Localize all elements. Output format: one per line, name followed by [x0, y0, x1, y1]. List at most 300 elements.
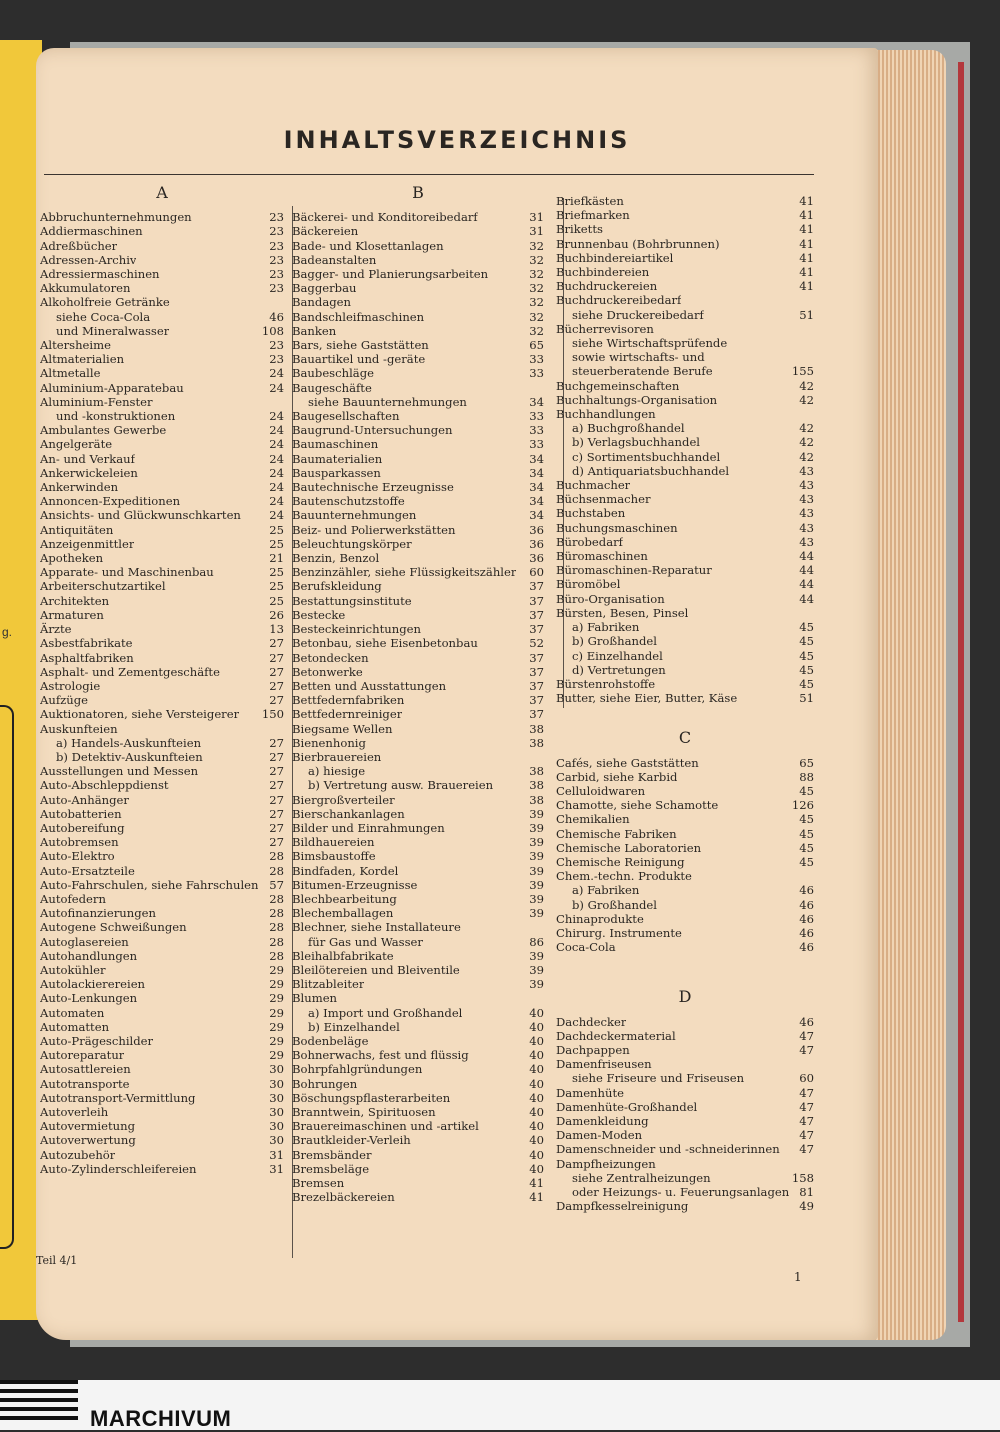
entry-page-number: 40	[529, 1005, 544, 1020]
entry-page-number: 23	[269, 267, 284, 282]
entry-page-number: 34	[529, 451, 544, 466]
entry-title: Autoreparatur	[40, 1048, 125, 1063]
entry-page-number: 33	[529, 366, 544, 381]
entry-title: siehe Druckereibedarf	[572, 307, 704, 322]
entry-page-number: 65	[529, 338, 544, 353]
entry-page-number	[280, 295, 284, 309]
entry-page-number: 39	[529, 835, 544, 850]
entry-title: Büromaschinen	[556, 549, 648, 564]
index-entry	[292, 963, 544, 977]
entry-title: Aluminium-Apparatebau	[40, 380, 184, 395]
entry-page-number: 34	[529, 508, 544, 523]
entry-title: Biegsame Wellen	[292, 721, 393, 736]
entry-page-number: 24	[269, 423, 284, 438]
entry-page-number: 27	[269, 835, 284, 850]
entry-title: Bohrpfahlgründungen	[292, 1062, 423, 1077]
index-entry	[292, 906, 544, 920]
index-entry	[40, 1105, 284, 1119]
index-entry	[556, 841, 814, 855]
entry-page-number: 47	[799, 1128, 814, 1143]
entry-page-number: 34	[529, 480, 544, 495]
index-entry	[40, 437, 284, 451]
entry-page-number: 44	[799, 577, 814, 592]
entry-page-number: 28	[269, 948, 284, 963]
index-entry	[556, 926, 814, 940]
index-entry	[556, 563, 814, 577]
index-entry	[292, 565, 544, 579]
entry-page-number: 47	[799, 1142, 814, 1157]
entry-page-number: 36	[529, 522, 544, 537]
entry-title: siehe Friseure und Friseusen	[572, 1071, 745, 1086]
entry-title: oder Heizungs- u. Feuerungsanlagen	[572, 1185, 790, 1199]
entry-page-number: 39	[529, 977, 544, 992]
entry-title: Celluloidwaren	[556, 783, 646, 798]
entry-title: Bremsbeläge	[292, 1161, 370, 1176]
entry-title: Büromaschinen-Reparatur	[556, 563, 712, 578]
entry-page-number: 27	[269, 778, 284, 793]
entry-title: Autozubehör	[40, 1147, 116, 1162]
entry-title: Chinaprodukte	[556, 911, 644, 926]
entry-title: Auto-Prägeschilder	[40, 1033, 154, 1048]
entry-page-number: 46	[269, 309, 284, 324]
entry-page-number: 33	[529, 437, 544, 452]
entry-title: Asphalt- und Zementgeschäfte	[40, 664, 220, 679]
entry-title: Bleilötereien und Bleiventile	[292, 962, 460, 977]
entry-page-number: 41	[799, 236, 814, 251]
entry-title: Autofinanzierungen	[40, 906, 156, 921]
entry-title: Auto-Fahrschulen, siehe Fahrschulen	[40, 877, 259, 892]
entry-title: sowie wirtschafts- und	[572, 350, 705, 365]
index-entry	[40, 778, 284, 792]
entry-page-number: 27	[269, 636, 284, 651]
index-entry	[292, 253, 544, 267]
entry-title: Bremsbänder	[292, 1147, 372, 1162]
entry-title: Bienenhonig	[292, 735, 366, 750]
entry-page-number: 28	[269, 906, 284, 921]
entry-page-number: 60	[529, 565, 544, 580]
index-column-a	[40, 184, 284, 1176]
index-entry	[292, 651, 544, 665]
index-entry	[40, 352, 284, 366]
entry-title: a) Fabriken	[572, 883, 640, 898]
entry-page-number: 38	[529, 721, 544, 736]
entry-page-number	[810, 1057, 814, 1071]
entry-title: Aufzüge	[40, 693, 88, 708]
entry-page-number: 49	[799, 1199, 814, 1214]
index-entry	[292, 494, 544, 508]
entry-title: Bade- und Klosettanlagen	[292, 238, 444, 253]
entry-title: Autoverleih	[40, 1105, 109, 1119]
entry-page-number: 32	[529, 295, 544, 310]
page-edges	[870, 50, 946, 1340]
entry-title: Briefmarken	[556, 208, 630, 223]
index-entry	[40, 1119, 284, 1133]
entry-page-number: 37	[529, 678, 544, 693]
entry-title: siehe Coca-Cola	[56, 309, 151, 324]
entry-title: Auto-Zylinderschleifereien	[40, 1161, 197, 1176]
index-entry	[40, 452, 284, 466]
entry-page-number: 32	[529, 267, 544, 282]
entry-page-number: 24	[269, 380, 284, 395]
entry-title: Autosattlereien	[40, 1062, 131, 1077]
index-entry	[292, 1190, 544, 1204]
index-entry	[40, 494, 284, 508]
entry-title: Autokühler	[40, 962, 106, 977]
entry-page-number	[810, 350, 814, 364]
entry-page-number	[810, 1157, 814, 1171]
index-entry	[292, 750, 544, 764]
entry-title: Bilder und Einrahmungen	[292, 820, 445, 835]
index-entry	[40, 679, 284, 693]
index-entry	[556, 592, 814, 606]
index-entry	[292, 409, 544, 423]
index-entry	[292, 807, 544, 821]
index-entry	[292, 395, 544, 409]
entry-title: Bausparkassen	[292, 465, 381, 480]
index-entry	[556, 251, 814, 265]
entry-title: Betonbau, siehe Eisenbetonbau	[292, 636, 478, 651]
entry-title: a) Import und Großhandel	[308, 1005, 463, 1020]
entry-page-number: 45	[799, 826, 814, 841]
entry-page-number: 40	[529, 1147, 544, 1162]
entry-page-number: 23	[269, 352, 284, 367]
entry-page-number: 88	[799, 769, 814, 784]
entry-title: c) Einzelhandel	[572, 648, 663, 663]
entry-page-number: 42	[799, 392, 814, 407]
index-entry	[556, 649, 814, 663]
index-entry	[556, 364, 814, 378]
entry-title: Bautechnische Erzeugnisse	[292, 480, 454, 495]
entry-title: Böschungspflasterarbeiten	[292, 1090, 451, 1105]
entry-page-number: 46	[799, 925, 814, 940]
index-entry	[556, 1157, 814, 1171]
entry-page-number: 34	[529, 494, 544, 509]
entry-title: Ausstellungen und Messen	[40, 764, 199, 779]
entry-title: Bleihalbfabrikate	[292, 948, 394, 963]
index-entry	[292, 665, 544, 679]
entry-title: Benzinzähler, siehe Flüssigkeitszähler	[292, 565, 517, 580]
entry-page-number: 36	[529, 536, 544, 551]
index-entry	[292, 636, 544, 650]
entry-page-number: 28	[269, 891, 284, 906]
entry-page-number: 38	[529, 735, 544, 750]
index-entry	[40, 622, 284, 636]
entry-title: Adressen-Archiv	[40, 252, 137, 267]
index-entry	[556, 222, 814, 236]
entry-page-number: 37	[529, 693, 544, 708]
entry-page-number: 37	[529, 607, 544, 622]
entry-page-number: 46	[799, 897, 814, 912]
entry-title: Bauunternehmungen	[292, 508, 417, 523]
entry-title: Cafés, siehe Gaststätten	[556, 755, 699, 770]
entry-title: Baggerbau	[292, 281, 357, 296]
entry-title: Butter, siehe Eier, Butter, Käse	[556, 691, 738, 706]
entry-page-number: 38	[529, 764, 544, 779]
entry-page-number: 108	[261, 323, 284, 338]
entry-page-number: 24	[269, 480, 284, 495]
entry-title: Ankerwinden	[40, 480, 119, 495]
entry-title: Anzeigenmittler	[40, 536, 135, 551]
index-entry	[556, 350, 814, 364]
entry-page-number: 40	[529, 1133, 544, 1148]
entry-title: Bindfaden, Kordel	[292, 863, 399, 878]
entry-title: Baugrund-Untersuchungen	[292, 423, 453, 438]
index-entry	[556, 1114, 814, 1128]
index-entry	[292, 991, 544, 1005]
entry-page-number: 31	[529, 210, 544, 225]
entry-page-number: 30	[269, 1119, 284, 1134]
entry-title: Bücherrevisoren	[556, 321, 654, 336]
entry-title: Buchungsmaschinen	[556, 520, 678, 535]
entry-title: Damenfriseusen	[556, 1057, 652, 1072]
index-entry	[556, 393, 814, 407]
entry-page-number: 27	[269, 650, 284, 665]
index-entry	[556, 869, 814, 883]
index-column-b	[292, 184, 544, 1204]
entry-title: Ärzte	[40, 622, 72, 637]
entry-title: Beiz- und Polierwerkstätten	[292, 522, 456, 537]
index-entry	[40, 466, 284, 480]
entry-page-number: 65	[799, 755, 814, 770]
entry-page-number: 46	[799, 911, 814, 926]
entry-title: Coca-Cola	[556, 940, 616, 955]
entry-page-number: 24	[269, 494, 284, 509]
index-entry	[40, 1148, 284, 1162]
entry-page-number: 25	[269, 522, 284, 537]
index-entry	[556, 1015, 814, 1029]
index-entry	[556, 1043, 814, 1057]
entry-title: Brezelbäckereien	[292, 1190, 395, 1205]
entry-title: Bandagen	[292, 295, 351, 310]
index-entry	[40, 423, 284, 437]
index-entry	[292, 679, 544, 693]
index-entry	[556, 577, 814, 591]
entry-page-number: 24	[269, 465, 284, 480]
entry-title: Blitzableiter	[292, 977, 365, 992]
index-entry	[292, 1062, 544, 1076]
index-entry	[292, 594, 544, 608]
index-entry	[292, 437, 544, 451]
index-entry	[40, 281, 284, 295]
index-entry	[556, 898, 814, 912]
entry-title: Bürobedarf	[556, 534, 623, 549]
index-entry	[556, 407, 814, 421]
index-entry	[40, 310, 284, 324]
entry-page-number: 33	[529, 352, 544, 367]
entry-title: Brautkleider-Verleih	[292, 1133, 411, 1148]
entry-title: Bremsen	[292, 1176, 345, 1191]
entry-page-number: 60	[799, 1071, 814, 1086]
index-entry	[556, 855, 814, 869]
entry-title: Bettfedernreiniger	[292, 707, 403, 722]
entry-page-number: 39	[529, 948, 544, 963]
index-entry	[556, 1057, 814, 1071]
entry-title: Auto-Elektro	[40, 849, 115, 864]
entry-page-number: 45	[799, 812, 814, 827]
entry-title: Dachdeckermaterial	[556, 1028, 676, 1043]
entry-page-number: 42	[799, 449, 814, 464]
entry-page-number: 47	[799, 1028, 814, 1043]
entry-title: Buchbindereiartikel	[556, 250, 674, 265]
entry-title: Bierschankanlagen	[292, 806, 405, 821]
entry-title: Blechemballagen	[292, 906, 394, 921]
entry-title: d) Antiquariatsbuchhandel	[572, 463, 730, 478]
index-entry	[556, 1142, 814, 1156]
entry-page-number: 39	[529, 906, 544, 921]
entry-title: Beleuchtungskörper	[292, 536, 412, 551]
entry-page-number: 29	[269, 1033, 284, 1048]
entry-title: Damenkleidung	[556, 1113, 649, 1128]
entry-title: Altersheime	[40, 338, 111, 353]
entry-title: Annoncen-Expeditionen	[40, 494, 181, 509]
index-entry	[40, 1048, 284, 1062]
entry-title: siehe Bauunternehmungen	[308, 394, 467, 409]
entry-page-number: 41	[799, 279, 814, 294]
index-entry	[556, 336, 814, 350]
index-entry	[292, 821, 544, 835]
index-entry	[40, 1062, 284, 1076]
index-entry	[556, 784, 814, 798]
index-entry	[40, 295, 284, 309]
index-entry	[40, 764, 284, 778]
entry-title: Addiermaschinen	[40, 224, 143, 239]
index-entry	[40, 878, 284, 892]
entry-title: Buchhandlungen	[556, 407, 656, 422]
index-entry	[556, 912, 814, 926]
index-entry	[556, 293, 814, 307]
section-letter-d: D	[678, 987, 692, 1007]
entry-title: Bürsten, Besen, Pinsel	[556, 605, 689, 620]
entry-title: Bandschleifmaschinen	[292, 309, 425, 324]
index-entry	[40, 537, 284, 551]
entry-title: Abbruchunternehmungen	[40, 210, 192, 225]
entry-title: b) Einzelhandel	[308, 1019, 400, 1034]
entry-page-number: 40	[529, 1119, 544, 1134]
index-entry	[292, 1077, 544, 1091]
entry-page-number: 41	[529, 1190, 544, 1205]
entry-page-number: 24	[269, 451, 284, 466]
index-entry	[40, 267, 284, 281]
index-entry	[292, 1148, 544, 1162]
entry-page-number: 31	[529, 224, 544, 239]
entry-page-number: 30	[269, 1105, 284, 1119]
entry-title: Banken	[292, 323, 337, 338]
index-entry	[40, 835, 284, 849]
entry-page-number: 23	[269, 210, 284, 225]
index-entry	[292, 352, 544, 366]
index-entry	[292, 523, 544, 537]
entry-title: Chirurg. Instrumente	[556, 925, 682, 940]
entry-page-number: 30	[269, 1090, 284, 1105]
entry-title: Bauartikel und -geräte	[292, 352, 426, 367]
entry-title: Chem.-techn. Produkte	[556, 869, 692, 884]
index-entry	[40, 551, 284, 565]
index-entry	[40, 523, 284, 537]
index-entry	[556, 478, 814, 492]
entry-page-number: 40	[529, 1062, 544, 1077]
index-entry	[556, 756, 814, 770]
index-entry	[556, 798, 814, 812]
index-entry	[556, 322, 814, 336]
entry-title: Bars, siehe Gaststätten	[292, 338, 429, 353]
index-entry	[292, 1119, 544, 1133]
entry-title: Chemische Fabriken	[556, 826, 677, 841]
entry-title: Dampfheizungen	[556, 1156, 656, 1171]
index-entry	[40, 736, 284, 750]
entry-title: siehe Wirtschaftsprüfende	[572, 336, 728, 351]
entry-page-number: 43	[799, 520, 814, 535]
entry-title: Bettfedernfabriken	[292, 693, 405, 708]
entry-page-number: 25	[269, 536, 284, 551]
index-entry	[556, 1100, 814, 1114]
index-entry	[40, 935, 284, 949]
entry-page-number: 27	[269, 764, 284, 779]
index-entry	[556, 194, 814, 208]
entry-title: a) hiesige	[308, 764, 366, 779]
entry-page-number: 155	[791, 364, 814, 379]
entry-title: Besteckeinrichtungen	[292, 622, 421, 637]
entry-page-number: 40	[529, 1090, 544, 1105]
archive-name: MARCHIVUM	[90, 1406, 232, 1431]
entry-title: Bagger- und Planierungsarbeiten	[292, 267, 489, 282]
index-entry	[292, 466, 544, 480]
entry-title: Angelgeräte	[40, 437, 113, 452]
entry-title: Büromöbel	[556, 577, 621, 592]
index-entry	[292, 537, 544, 551]
entry-title: Autobremsen	[40, 835, 119, 850]
index-entry	[292, 778, 544, 792]
entry-page-number: 34	[529, 465, 544, 480]
index-entry	[40, 636, 284, 650]
index-entry	[40, 693, 284, 707]
entry-page-number: 28	[269, 849, 284, 864]
index-entry	[292, 878, 544, 892]
index-entry	[556, 883, 814, 897]
entry-page-number: 32	[529, 323, 544, 338]
index-entry	[292, 835, 544, 849]
entry-page-number: 34	[529, 394, 544, 409]
index-entry	[292, 281, 544, 295]
index-entry	[556, 521, 814, 535]
entry-page-number	[810, 606, 814, 620]
entry-title: Brunnenbau (Bohrbrunnen)	[556, 236, 720, 251]
index-entry	[292, 949, 544, 963]
entry-title: und Mineralwasser	[56, 323, 170, 338]
entry-page-number: 45	[799, 620, 814, 635]
index-entry	[40, 366, 284, 380]
footer-part-label: Teil 4/1	[36, 1254, 78, 1267]
side-hint-text: g.	[2, 625, 13, 639]
entry-title: Chemikalien	[556, 812, 630, 827]
entry-title: Büro-Organisation	[556, 591, 665, 606]
index-page	[36, 48, 878, 1340]
entry-title: Buchgemeinschaften	[556, 378, 680, 393]
index-entry	[292, 935, 544, 949]
archive-footer	[0, 1380, 1000, 1430]
entry-title: Buchhaltungs-Organisation	[556, 392, 718, 407]
entry-page-number: 27	[269, 693, 284, 708]
entry-title: Dachpappen	[556, 1042, 630, 1057]
entry-page-number: 51	[799, 307, 814, 322]
entry-page-number: 40	[529, 1019, 544, 1034]
entry-title: Betonwerke	[292, 664, 363, 679]
entry-title: Büchsenmacher	[556, 492, 651, 507]
entry-title: Biergroßverteiler	[292, 792, 395, 807]
entry-page-number: 38	[529, 778, 544, 793]
entry-page-number: 81	[799, 1185, 814, 1199]
entry-title: Chemische Reinigung	[556, 854, 685, 869]
index-entry	[556, 1086, 814, 1100]
